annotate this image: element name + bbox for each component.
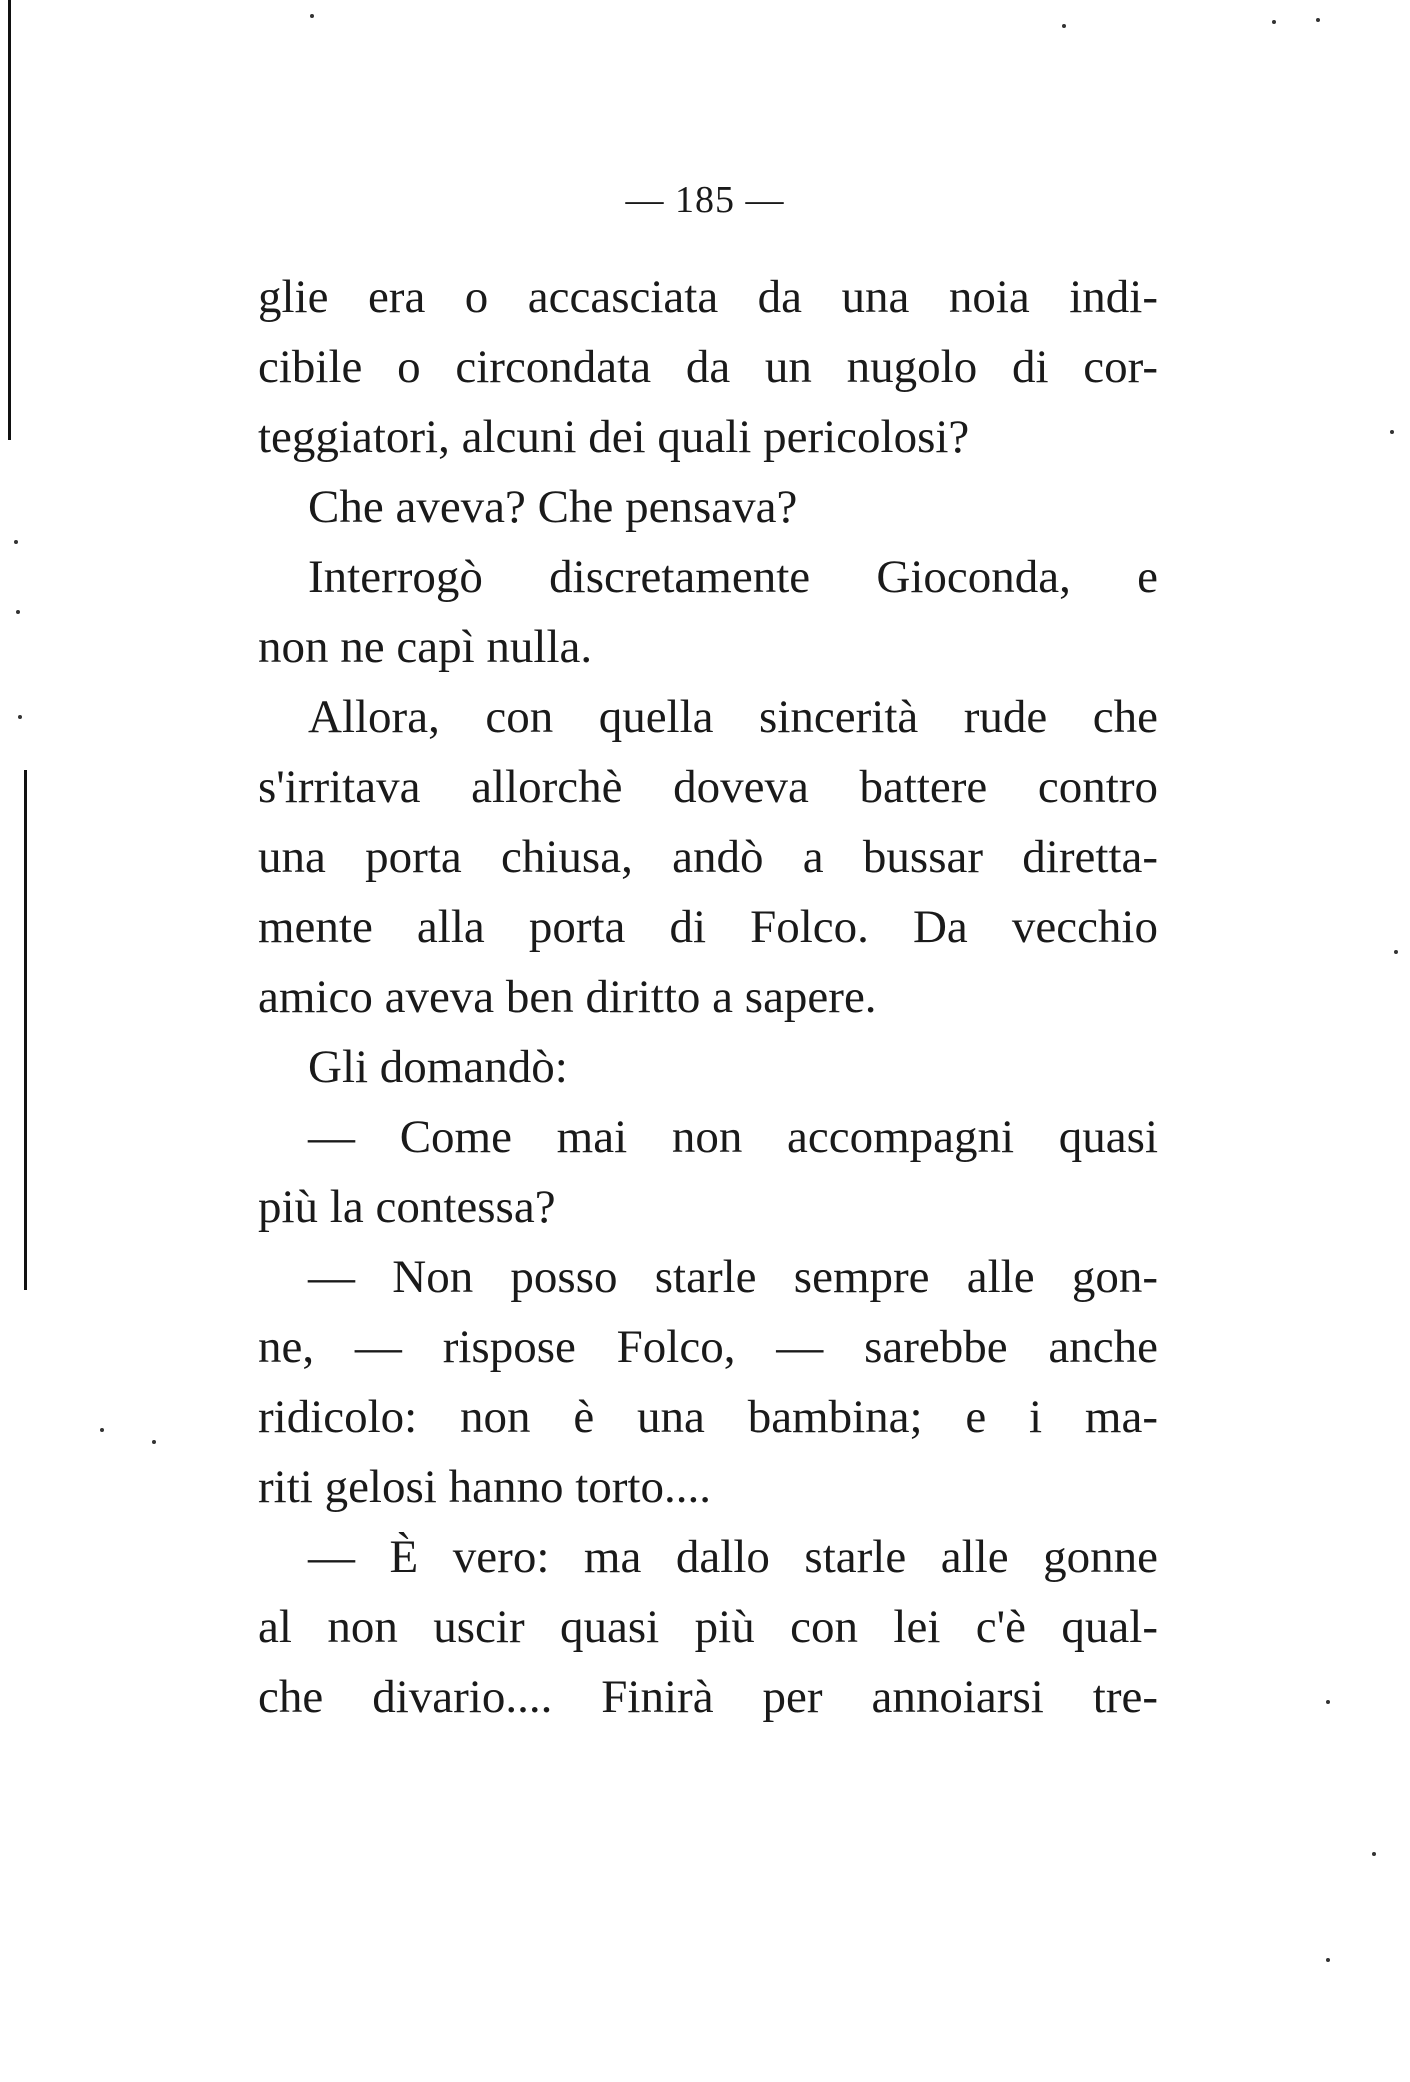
scan-speck — [1272, 20, 1276, 24]
scan-speck — [1316, 18, 1320, 22]
scan-speck — [1390, 430, 1394, 434]
scan-speck — [100, 1428, 104, 1432]
text-line: — È vero: ma dallo starle alle gonne — [308, 1531, 1158, 1583]
scan-speck — [18, 715, 22, 719]
text-line: Gli domandò: — [308, 1041, 568, 1093]
scan-speck — [16, 610, 20, 614]
text-line: più la contessa? — [258, 1181, 556, 1233]
text-line: — Non posso starle sempre alle gon- — [308, 1251, 1158, 1303]
text-line: s'irritava allorchè doveva battere contro — [258, 761, 1158, 813]
text-line: mente alla porta di Folco. Da vecchio — [258, 901, 1158, 953]
scan-speck — [310, 14, 314, 18]
text-line: che divario.... Finirà per annoiarsi tre- — [258, 1671, 1158, 1723]
text-line: Allora, con quella sincerità rude che — [308, 691, 1158, 743]
scan-speck — [152, 1440, 156, 1444]
page-number: — 185 — — [625, 179, 785, 221]
text-line: Che aveva? Che pensava? — [308, 481, 798, 533]
text-line: glie era o accasciata da una noia indi- — [258, 271, 1158, 323]
text-line: al non uscir quasi più con lei c'è qual- — [258, 1601, 1158, 1653]
text-line: non ne capì nulla. — [258, 621, 593, 673]
scan-speck — [1326, 1958, 1330, 1962]
text-line: cibile o circondata da un nugolo di cor- — [258, 341, 1158, 393]
text-line: amico aveva ben diritto a sapere. — [258, 971, 877, 1023]
scan-speck — [1394, 950, 1398, 954]
scan-speck — [14, 540, 18, 544]
text-line: riti gelosi hanno torto.... — [258, 1461, 711, 1513]
scan-speck — [1326, 1700, 1330, 1704]
text-line: una porta chiusa, andò a bussar diretta- — [258, 831, 1158, 883]
text-line: Interrogò discretamente Gioconda, e — [308, 551, 1158, 603]
text-line: — Come mai non accompagni quasi — [308, 1111, 1158, 1163]
scan-speck — [1372, 1852, 1376, 1856]
scan-speck — [1062, 24, 1066, 28]
text-line: ne, — rispose Folco, — sarebbe anche — [258, 1321, 1158, 1373]
scan-edge-line — [24, 770, 27, 1290]
page-number-header — [0, 178, 1410, 222]
body-text — [258, 262, 1158, 1732]
text-line: teggiatori, alcuni dei quali pericolosi? — [258, 411, 970, 463]
text-line: ridicolo: non è una bambina; e i ma- — [258, 1391, 1158, 1443]
